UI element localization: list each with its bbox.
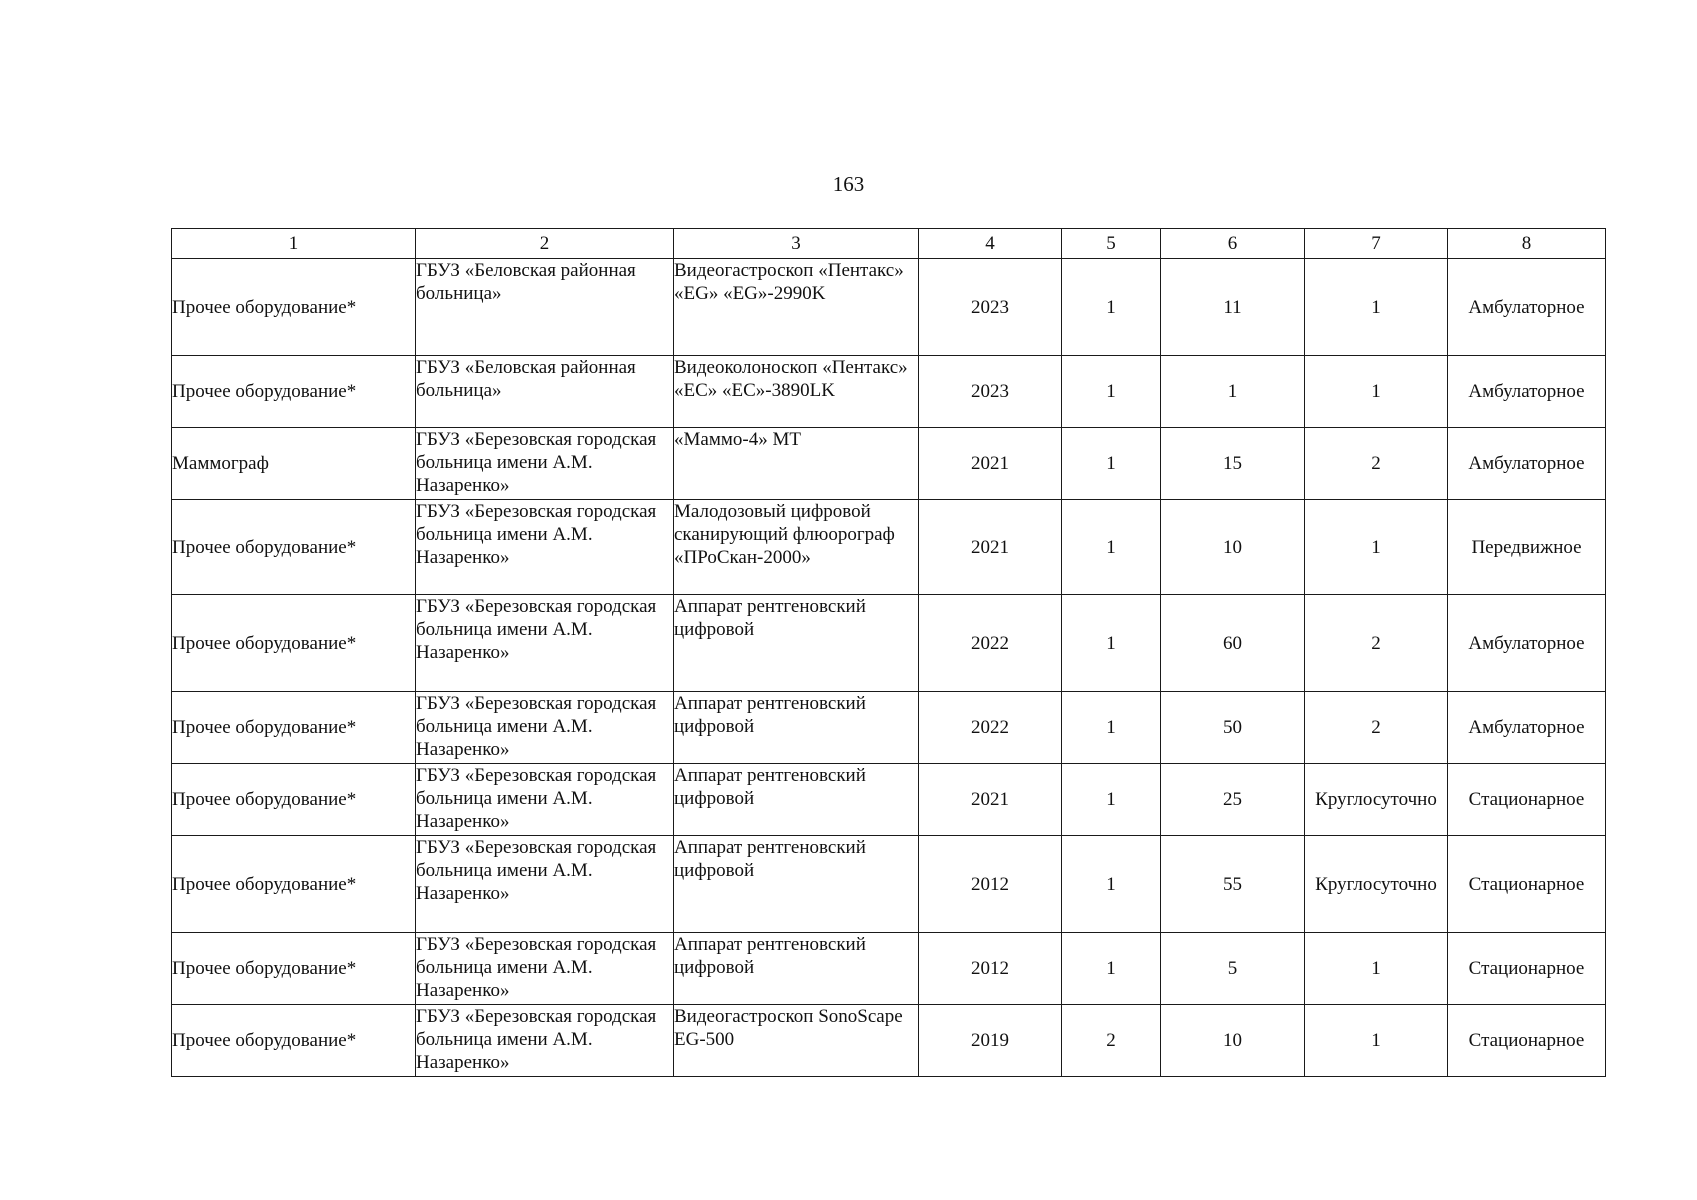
column-header: 6	[1161, 229, 1305, 259]
column-header: 2	[416, 229, 674, 259]
mode-cell: Стационарное	[1448, 933, 1606, 1005]
shift-cell: Круглосуточно	[1305, 764, 1448, 836]
organization-cell: ГБУЗ «Березовская городская больница имени А.М. Назаренко»	[416, 1005, 674, 1077]
model-cell: Аппарат рентгеновский цифровой	[674, 764, 919, 836]
mode-cell: Стационарное	[1448, 836, 1606, 933]
equipment-type-cell: Прочее оборудование*	[172, 933, 416, 1005]
shift-cell: 1	[1305, 500, 1448, 595]
organization-cell: ГБУЗ «Беловская районная больница»	[416, 259, 674, 356]
table-row	[172, 259, 1606, 356]
quantity-cell: 1	[1062, 933, 1161, 1005]
model-cell: Аппарат рентгеновский цифровой	[674, 692, 919, 764]
mode-cell: Амбулаторное	[1448, 356, 1606, 428]
column-header: 4	[919, 229, 1062, 259]
table-row	[172, 933, 1606, 1005]
model-cell: Аппарат рентгеновский цифровой	[674, 595, 919, 692]
quantity-cell: 1	[1062, 764, 1161, 836]
organization-cell: ГБУЗ «Березовская городская больница имени А.М. Назаренко»	[416, 933, 674, 1005]
equipment-type-cell: Прочее оборудование*	[172, 764, 416, 836]
mode-cell: Амбулаторное	[1448, 595, 1606, 692]
quantity-cell: 1	[1062, 428, 1161, 500]
organization-cell: ГБУЗ «Березовская городская больница имени А.М. Назаренко»	[416, 764, 674, 836]
year-cell: 2022	[919, 692, 1062, 764]
shift-cell: 2	[1305, 428, 1448, 500]
quantity-cell: 1	[1062, 500, 1161, 595]
table-row	[172, 836, 1606, 933]
equipment-type-cell: Прочее оборудование*	[172, 356, 416, 428]
column-header: 5	[1062, 229, 1161, 259]
value-cell: 10	[1161, 500, 1305, 595]
year-cell: 2022	[919, 595, 1062, 692]
value-cell: 25	[1161, 764, 1305, 836]
shift-cell: 2	[1305, 595, 1448, 692]
year-cell: 2021	[919, 764, 1062, 836]
quantity-cell: 1	[1062, 259, 1161, 356]
quantity-cell: 1	[1062, 595, 1161, 692]
table-row	[172, 356, 1606, 428]
equipment-type-cell: Прочее оборудование*	[172, 692, 416, 764]
mode-cell: Амбулаторное	[1448, 428, 1606, 500]
organization-cell: ГБУЗ «Березовская городская больница имени А.М. Назаренко»	[416, 595, 674, 692]
equipment-type-cell: Прочее оборудование*	[172, 1005, 416, 1077]
year-cell: 2021	[919, 500, 1062, 595]
table-row	[172, 428, 1606, 500]
quantity-cell: 1	[1062, 836, 1161, 933]
table-row	[172, 1005, 1606, 1077]
organization-cell: ГБУЗ «Березовская городская больница имени А.М. Назаренко»	[416, 836, 674, 933]
table-row	[172, 692, 1606, 764]
value-cell: 1	[1161, 356, 1305, 428]
value-cell: 15	[1161, 428, 1305, 500]
year-cell: 2012	[919, 933, 1062, 1005]
value-cell: 5	[1161, 933, 1305, 1005]
mode-cell: Передвижное	[1448, 500, 1606, 595]
shift-cell: 1	[1305, 933, 1448, 1005]
shift-cell: 1	[1305, 1005, 1448, 1077]
year-cell: 2023	[919, 259, 1062, 356]
model-cell: Аппарат рентгеновский цифровой	[674, 836, 919, 933]
column-header: 7	[1305, 229, 1448, 259]
mode-cell: Амбулаторное	[1448, 259, 1606, 356]
quantity-cell: 1	[1062, 692, 1161, 764]
equipment-type-cell: Маммограф	[172, 428, 416, 500]
value-cell: 10	[1161, 1005, 1305, 1077]
value-cell: 11	[1161, 259, 1305, 356]
model-cell: Видеогастроскоп «Пентакс» «EG» «EG»-2990K	[674, 259, 919, 356]
equipment-type-cell: Прочее оборудование*	[172, 595, 416, 692]
year-cell: 2019	[919, 1005, 1062, 1077]
mode-cell: Стационарное	[1448, 764, 1606, 836]
model-cell: Аппарат рентгеновский цифровой	[674, 933, 919, 1005]
shift-cell: 1	[1305, 356, 1448, 428]
year-cell: 2012	[919, 836, 1062, 933]
table-row	[172, 764, 1606, 836]
header-row	[172, 229, 1606, 259]
year-cell: 2023	[919, 356, 1062, 428]
model-cell: Видеогастроскоп SonoScape EG-500	[674, 1005, 919, 1077]
equipment-type-cell: Прочее оборудование*	[172, 500, 416, 595]
mode-cell: Стационарное	[1448, 1005, 1606, 1077]
quantity-cell: 2	[1062, 1005, 1161, 1077]
model-cell: Малодозовый цифровой сканирующий флюорограф «ПРоСкан-2000»	[674, 500, 919, 595]
value-cell: 55	[1161, 836, 1305, 933]
year-cell: 2021	[919, 428, 1062, 500]
equipment-type-cell: Прочее оборудование*	[172, 259, 416, 356]
table-row	[172, 500, 1606, 595]
column-header: 1	[172, 229, 416, 259]
organization-cell: ГБУЗ «Березовская городская больница имени А.М. Назаренко»	[416, 428, 674, 500]
organization-cell: ГБУЗ «Березовская городская больница имени А.М. Назаренко»	[416, 692, 674, 764]
model-cell: Видеоколоноскоп «Пентакс» «EC» «EC»-3890LK	[674, 356, 919, 428]
shift-cell: 1	[1305, 259, 1448, 356]
page-number: 163	[832, 172, 865, 196]
organization-cell: ГБУЗ «Беловская районная больница»	[416, 356, 674, 428]
shift-cell: Круглосуточно	[1305, 836, 1448, 933]
mode-cell: Амбулаторное	[1448, 692, 1606, 764]
column-header: 3	[674, 229, 919, 259]
model-cell: «Маммо-4» МТ	[674, 428, 919, 500]
shift-cell: 2	[1305, 692, 1448, 764]
organization-cell: ГБУЗ «Березовская городская больница имени А.М. Назаренко»	[416, 500, 674, 595]
value-cell: 50	[1161, 692, 1305, 764]
table-row	[172, 595, 1606, 692]
column-header: 8	[1448, 229, 1606, 259]
quantity-cell: 1	[1062, 356, 1161, 428]
equipment-type-cell: Прочее оборудование*	[172, 836, 416, 933]
equipment-table	[171, 228, 1606, 1077]
value-cell: 60	[1161, 595, 1305, 692]
